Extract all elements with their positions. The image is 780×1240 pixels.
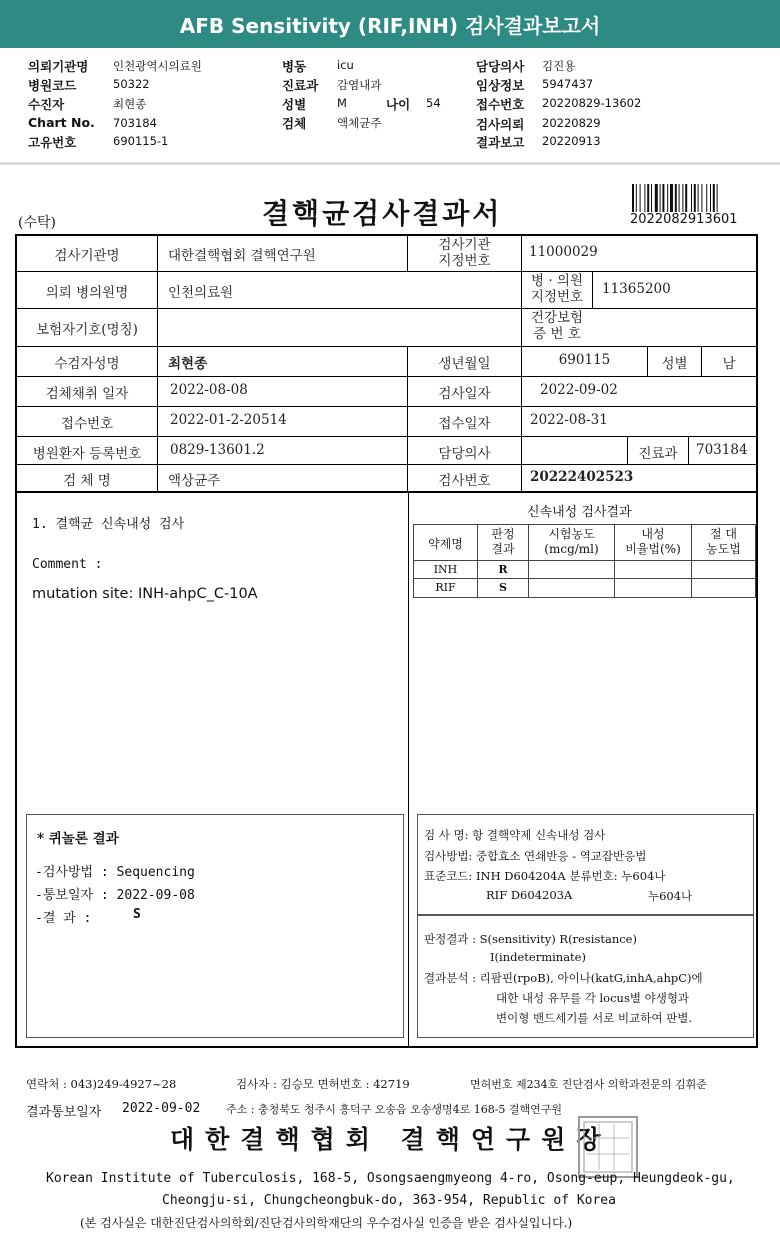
info-value: 감염내과: [337, 78, 382, 92]
collect-date: 2022-08-08: [170, 382, 248, 398]
req-hospital-label: 의뢰 병의원명: [45, 285, 129, 301]
header-concentration-line: (mcg/ml): [544, 542, 599, 556]
info-value: 최현종: [113, 97, 147, 111]
insured-label: 보험자기호(명칭): [36, 322, 138, 338]
mutation-site: mutation site: INH-ahpC_C-10A: [32, 586, 258, 602]
drug-result: R: [498, 563, 508, 576]
quinolone-method: -검사방법 : Sequencing: [35, 865, 195, 880]
info-label: 성별: [282, 97, 307, 112]
barcode-number: 2022082913601: [630, 212, 738, 227]
header-proportion-line: 비율법(%): [625, 542, 681, 556]
test-number-label: 검사번호: [438, 473, 491, 489]
accession-label: 접수번호: [60, 416, 114, 432]
official-seal-icon: [578, 1116, 638, 1178]
health-insurance-label-line: 증 번 호: [533, 326, 581, 342]
quinolone-result-label: -결 과 :: [35, 911, 92, 926]
info-label: 의뢰기관명: [28, 59, 89, 74]
lab-code-label: [408, 237, 521, 269]
info-label: 진료과: [282, 78, 319, 93]
header-absolute: [692, 527, 755, 557]
receipt-date-label: 접수일자: [438, 416, 491, 432]
header-concentration: [529, 527, 614, 557]
address: 주소 : 충청북도 청주시 흥덕구 오송읍 오송생명4로 168-5 결핵연구원: [226, 1103, 563, 1116]
method-line: 검 사 명: 항 결핵약제 신속내성 검사: [424, 828, 606, 842]
info-value: M: [337, 96, 347, 110]
health-insurance-label-line: 건강보험: [530, 310, 584, 326]
registration-label: 병원환자 등록번호: [32, 446, 142, 462]
registration-number: 0829-13601.2: [170, 442, 265, 458]
info-value: 690115-1: [113, 134, 169, 148]
info-label: 담당의사: [476, 59, 525, 74]
specialist: 면허번호 제234호 진단검사 의학과전문의 김휘준: [470, 1078, 707, 1091]
info-label: Chart No.: [28, 115, 95, 130]
interpretation-box: [417, 914, 754, 1038]
header-absolute-line: 농도법: [706, 542, 741, 556]
report-title-bar: [0, 0, 780, 48]
info-value: 20220829: [542, 116, 601, 130]
lab-name-label: 검사기관명: [54, 248, 120, 264]
document-title: 결핵균검사결과서: [262, 197, 503, 230]
drug-result: S: [499, 581, 507, 594]
header-drug: 약제명: [428, 537, 463, 551]
barcode-icon: [632, 184, 744, 212]
info-value: 50322: [113, 77, 150, 91]
interp-line: I(indeterminate): [490, 950, 586, 964]
english-address-line-2: Cheongju-si, Chungcheongbuk-do, 363-954, Republic of Korea: [162, 1193, 616, 1208]
method-line: 누604나: [648, 889, 693, 903]
specimen-label: 검 체 명: [63, 473, 111, 489]
quinolone-box: [26, 814, 404, 1038]
dob: 690115: [558, 352, 611, 368]
specimen: 액상균주: [168, 473, 221, 489]
header-result-line: 결과: [491, 542, 515, 556]
hospital-code-label-line: 지정번호: [530, 289, 584, 305]
contact: 연락처 : 043)249-4927~28: [26, 1077, 177, 1091]
drug-name: RIF: [435, 581, 456, 594]
header-concentration-line: 시험농도: [548, 527, 595, 541]
info-label: 병원코드: [28, 78, 77, 93]
patient-name-label: 수검자성명: [54, 356, 120, 372]
hospital-code-label: [522, 273, 592, 305]
sex-label: 성별: [661, 356, 688, 372]
department-label: 진료과: [638, 446, 678, 462]
req-hospital: 인천의료원: [168, 285, 234, 301]
drug-name: INH: [433, 563, 458, 576]
lab-name: 대한결핵협회 결핵연구원: [168, 248, 316, 264]
info-label: 나이: [386, 97, 411, 112]
info-value: 703184: [113, 116, 157, 130]
interp-line: 변이형 밴드세기를 서로 비교하여 판별.: [496, 1011, 693, 1025]
hospital-code: 11365200: [602, 281, 671, 297]
patient-info-panel: [0, 48, 780, 165]
report-date: 2022-09-02: [122, 1101, 201, 1116]
info-value: 액체균주: [337, 116, 382, 130]
department-value: 703184: [696, 442, 748, 458]
info-value: 인천광역시의료원: [113, 59, 202, 73]
rapid-result-table: [413, 524, 756, 598]
lab-code: 11000029: [529, 244, 598, 260]
header-result: [478, 527, 528, 557]
organization-name: 대한결핵협회 결핵연구원장: [170, 1125, 612, 1154]
info-value: 김진용: [542, 59, 576, 73]
quinolone-result: S: [133, 907, 141, 922]
info-value: 20220829-13602: [542, 96, 642, 110]
quinolone-report-date: -통보일자 : 2022-09-08: [35, 888, 195, 903]
sex: 남: [722, 356, 736, 372]
interp-line: 판정결과 : S(sensitivity) R(resistance): [424, 932, 637, 946]
info-label: 검체: [282, 116, 307, 131]
health-insurance-label: [522, 310, 592, 342]
english-address-line-1: Korean Institute of Tuberculosis, 168-5, Osongsaengmyeong 4-ro, Osong-eup, Heungdeok-gu,: [46, 1171, 735, 1186]
dob-label: 생년월일: [438, 356, 491, 372]
comment-label: Comment :: [32, 557, 103, 572]
certification-note: (본 검사실은 대한진단검사의학회/진단검사의학재단의 우수검사실 인증을 받은 검사실입니다.): [80, 1216, 573, 1230]
tester: 검사자 : 김승모 면허번호 : 42719: [236, 1077, 410, 1091]
lab-code-label-line: 검사기관: [438, 237, 491, 253]
patient-name: 최현종: [168, 356, 208, 372]
info-label: 검사의뢰: [476, 117, 525, 132]
header-proportion-line: 내성: [641, 527, 665, 541]
scanned-report: [0, 168, 780, 1240]
interp-line: 결과분석 : 리팜핀(rpoB), 아이나(katG,inhA,ahpC)에: [424, 971, 703, 985]
test-date-label: 검사일자: [438, 386, 491, 402]
info-label: 수진자: [28, 97, 65, 112]
interp-line: 대한 내성 유무를 각 locus별 야생형과: [496, 991, 690, 1005]
info-value: icu: [337, 58, 354, 72]
info-label: 병동: [282, 59, 307, 74]
info-value: 20220913: [542, 134, 601, 148]
header-result-line: 판정: [491, 527, 515, 541]
doctor-label: 담당의사: [438, 446, 491, 462]
test-number: 20222402523: [530, 469, 634, 485]
header-absolute-line: 절 대: [710, 527, 737, 541]
method-box: [417, 814, 754, 916]
info-label: 고유번호: [28, 135, 77, 150]
lab-code-label-line: 지정번호: [438, 253, 491, 269]
receipt-date: 2022-08-31: [530, 412, 608, 428]
hospital-code-label-line: 병 · 의원: [531, 273, 583, 289]
info-label: 접수번호: [476, 97, 525, 112]
quinolone-title: * 퀴놀론 결과: [37, 831, 119, 847]
report-date-label: 결과통보일자: [26, 1105, 102, 1120]
info-value: 5947437: [542, 77, 594, 91]
report-title: AFB Sensitivity (RIF,INH) 검사결과보고서: [179, 13, 601, 38]
method-line: 표준코드: INH D604204A 분류번호: 누604나: [424, 869, 666, 883]
method-line: 검사방법: 중합효소 연쇄반응 - 역교잡반응법: [424, 849, 647, 863]
info-value: 54: [426, 96, 441, 110]
section-title: 1. 결핵균 신속내성 검사: [32, 517, 185, 532]
rapid-result-title: 신속내성 검사결과: [527, 505, 632, 520]
info-label: 임상정보: [476, 78, 525, 93]
method-line: RIF D604203A: [486, 888, 573, 902]
info-label: 결과보고: [476, 135, 525, 150]
collect-date-label: 검체채취 일자: [45, 386, 129, 402]
copy-label: (수탁): [18, 215, 56, 231]
test-date: 2022-09-02: [540, 382, 618, 398]
accession-number: 2022-01-2-20514: [170, 412, 287, 428]
header-proportion: [615, 527, 691, 557]
